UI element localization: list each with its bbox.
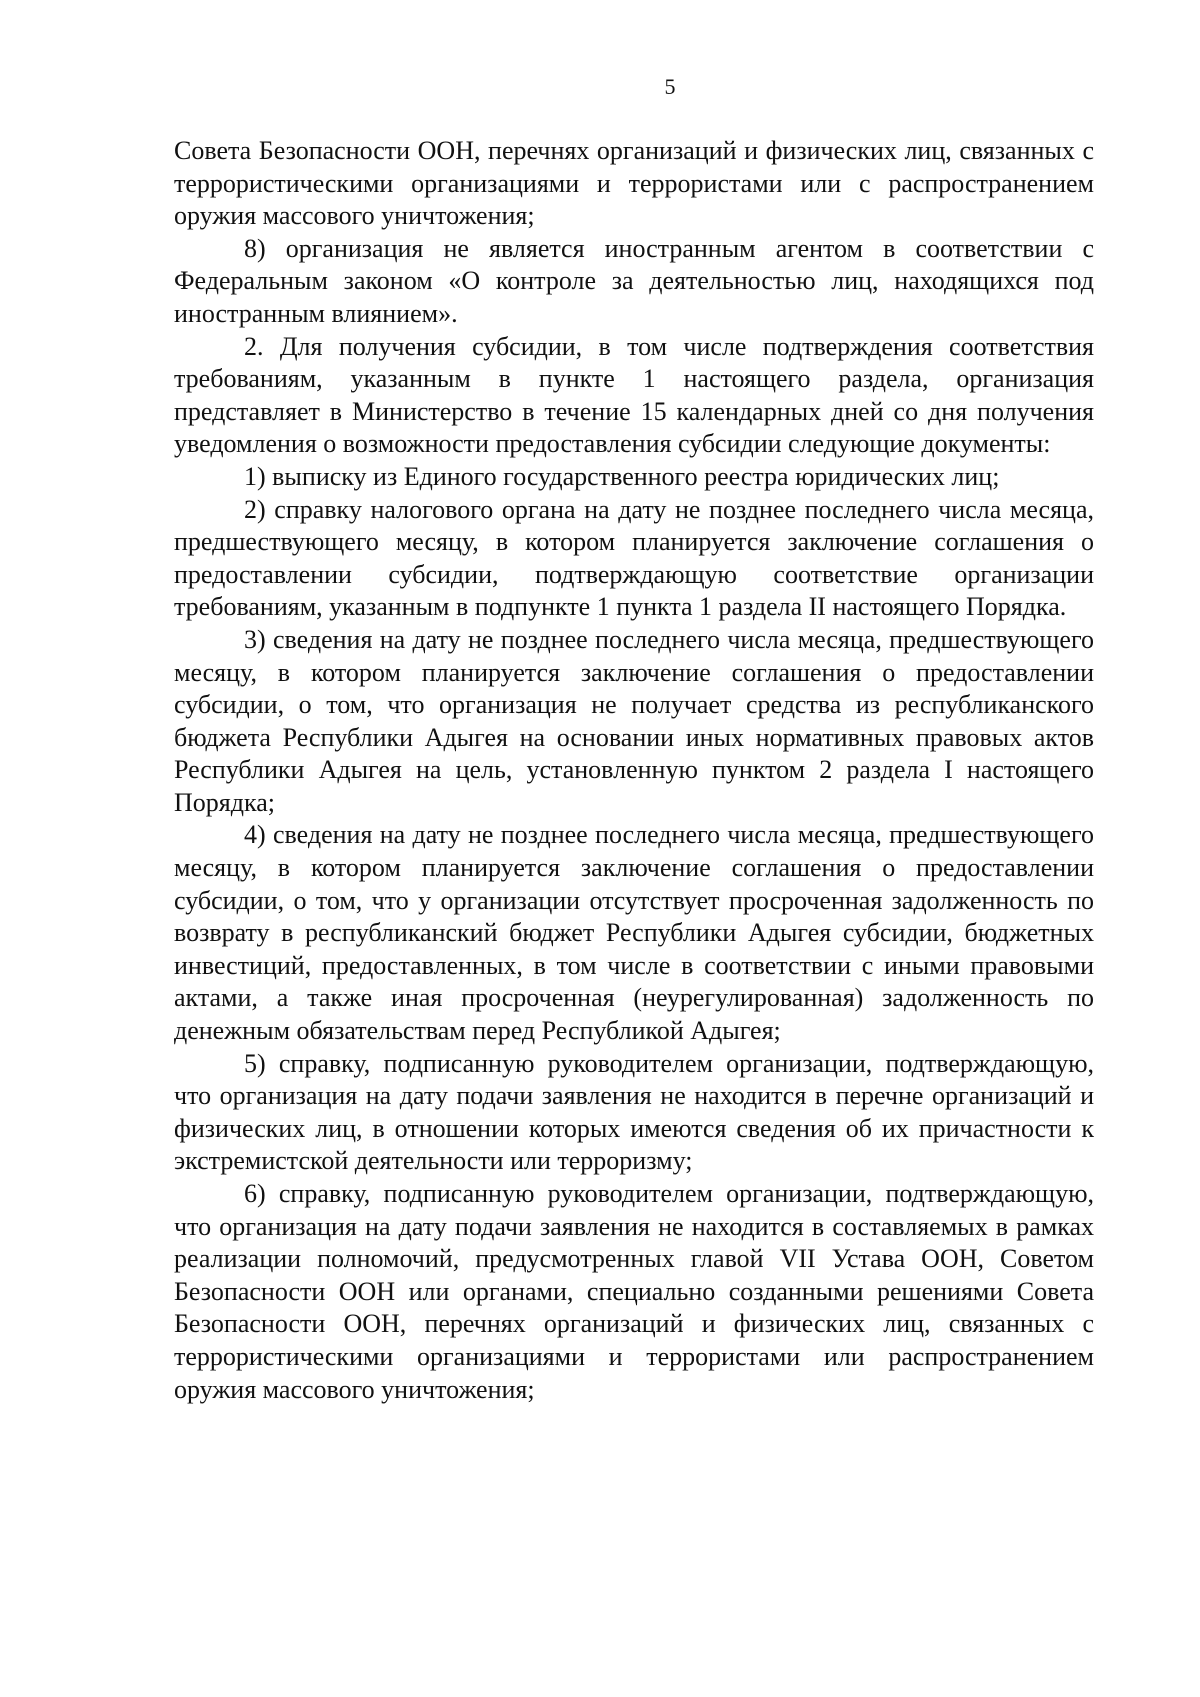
paragraph-item-4: 4) сведения на дату не позднее последнего числа месяца, предшествующего месяцу, в котором планируется заключение соглашения о предоставлении субсидии, о том, что у организации отсутствует просроченная задолженность по возврату в республиканский бюджет Республики Адыгея субсидии, бюджетных инвестиций, предоставленных, в том числе в соответствии с иными правовыми актами, а также иная просроченная (неурегулированная) задолженность по денежным обязательствам перед Республикой Адыгея; xyxy=(174,820,1094,1046)
paragraph-item-6: 6) справку, подписанную руководителем организации, подтверждающую, что организация на дату подачи заявления не находится в составляемых в рамках реализации полномочий, предусмотренных главой VII Устава ООН, Советом Безопасности ООН или органами, специально созданными решениями Совета Безопасности ООН, перечнях организаций и физических лиц, связанных с террористическими организациями и террористами или распространением оружия массового уничтожения; xyxy=(174,1179,1094,1404)
paragraph-item-5: 5) справку, подписанную руководителем организации, подтверждающую, что организация на дату подачи заявления не находится в перечне организаций и физических лиц, в отношении которых имеются сведения об их причастности к экстремистской деятельности или терроризму; xyxy=(174,1048,1094,1176)
document-body xyxy=(174,135,1094,1406)
paragraph-section-2: 2. Для получения субсидии, в том числе подтверждения соответствия требованиям, указанным в пункте 1 настоящего раздела, организация представляет в Министерство в течение 15 календарных дней со дня получения уведомления о возможности предоставления субсидии следующие документы: xyxy=(174,331,1094,459)
paragraph-continuation: Совета Безопасности ООН, перечнях организаций и физических лиц, связанных с террористическими организациями и террористами или с распространением оружия массового уничтожения; xyxy=(174,136,1094,231)
paragraph-item-2: 2) справку налогового органа на дату не позднее последнего числа месяца, предшествующего месяцу, в котором планируется заключение соглашения о предоставлении субсидии, подтверждающую соответствие организации требованиям, указанным в подпункте 1 пункта 1 раздела II настоящего Порядка. xyxy=(174,494,1094,622)
paragraph-item-1: 1) выписку из Единого государственного реестра юридических лиц; xyxy=(244,461,1000,491)
paragraph-item-8: 8) организация не является иностранным агентом в соответствии с Федеральным законом «О контроле за деятельностью лиц, находящихся под иностранным влиянием». xyxy=(174,233,1094,328)
paragraph-item-3: 3) сведения на дату не позднее последнего числа месяца, предшествующего месяцу, в котором планируется заключение соглашения о предоставлении субсидии, о том, что организация не получает средства из республиканского бюджета Республики Адыгея на основании иных нормативных правовых актов Республики Адыгея на цель, установленную пунктом 2 раздела I настоящего Порядка; xyxy=(174,624,1094,817)
page-number: 5 xyxy=(664,74,676,99)
